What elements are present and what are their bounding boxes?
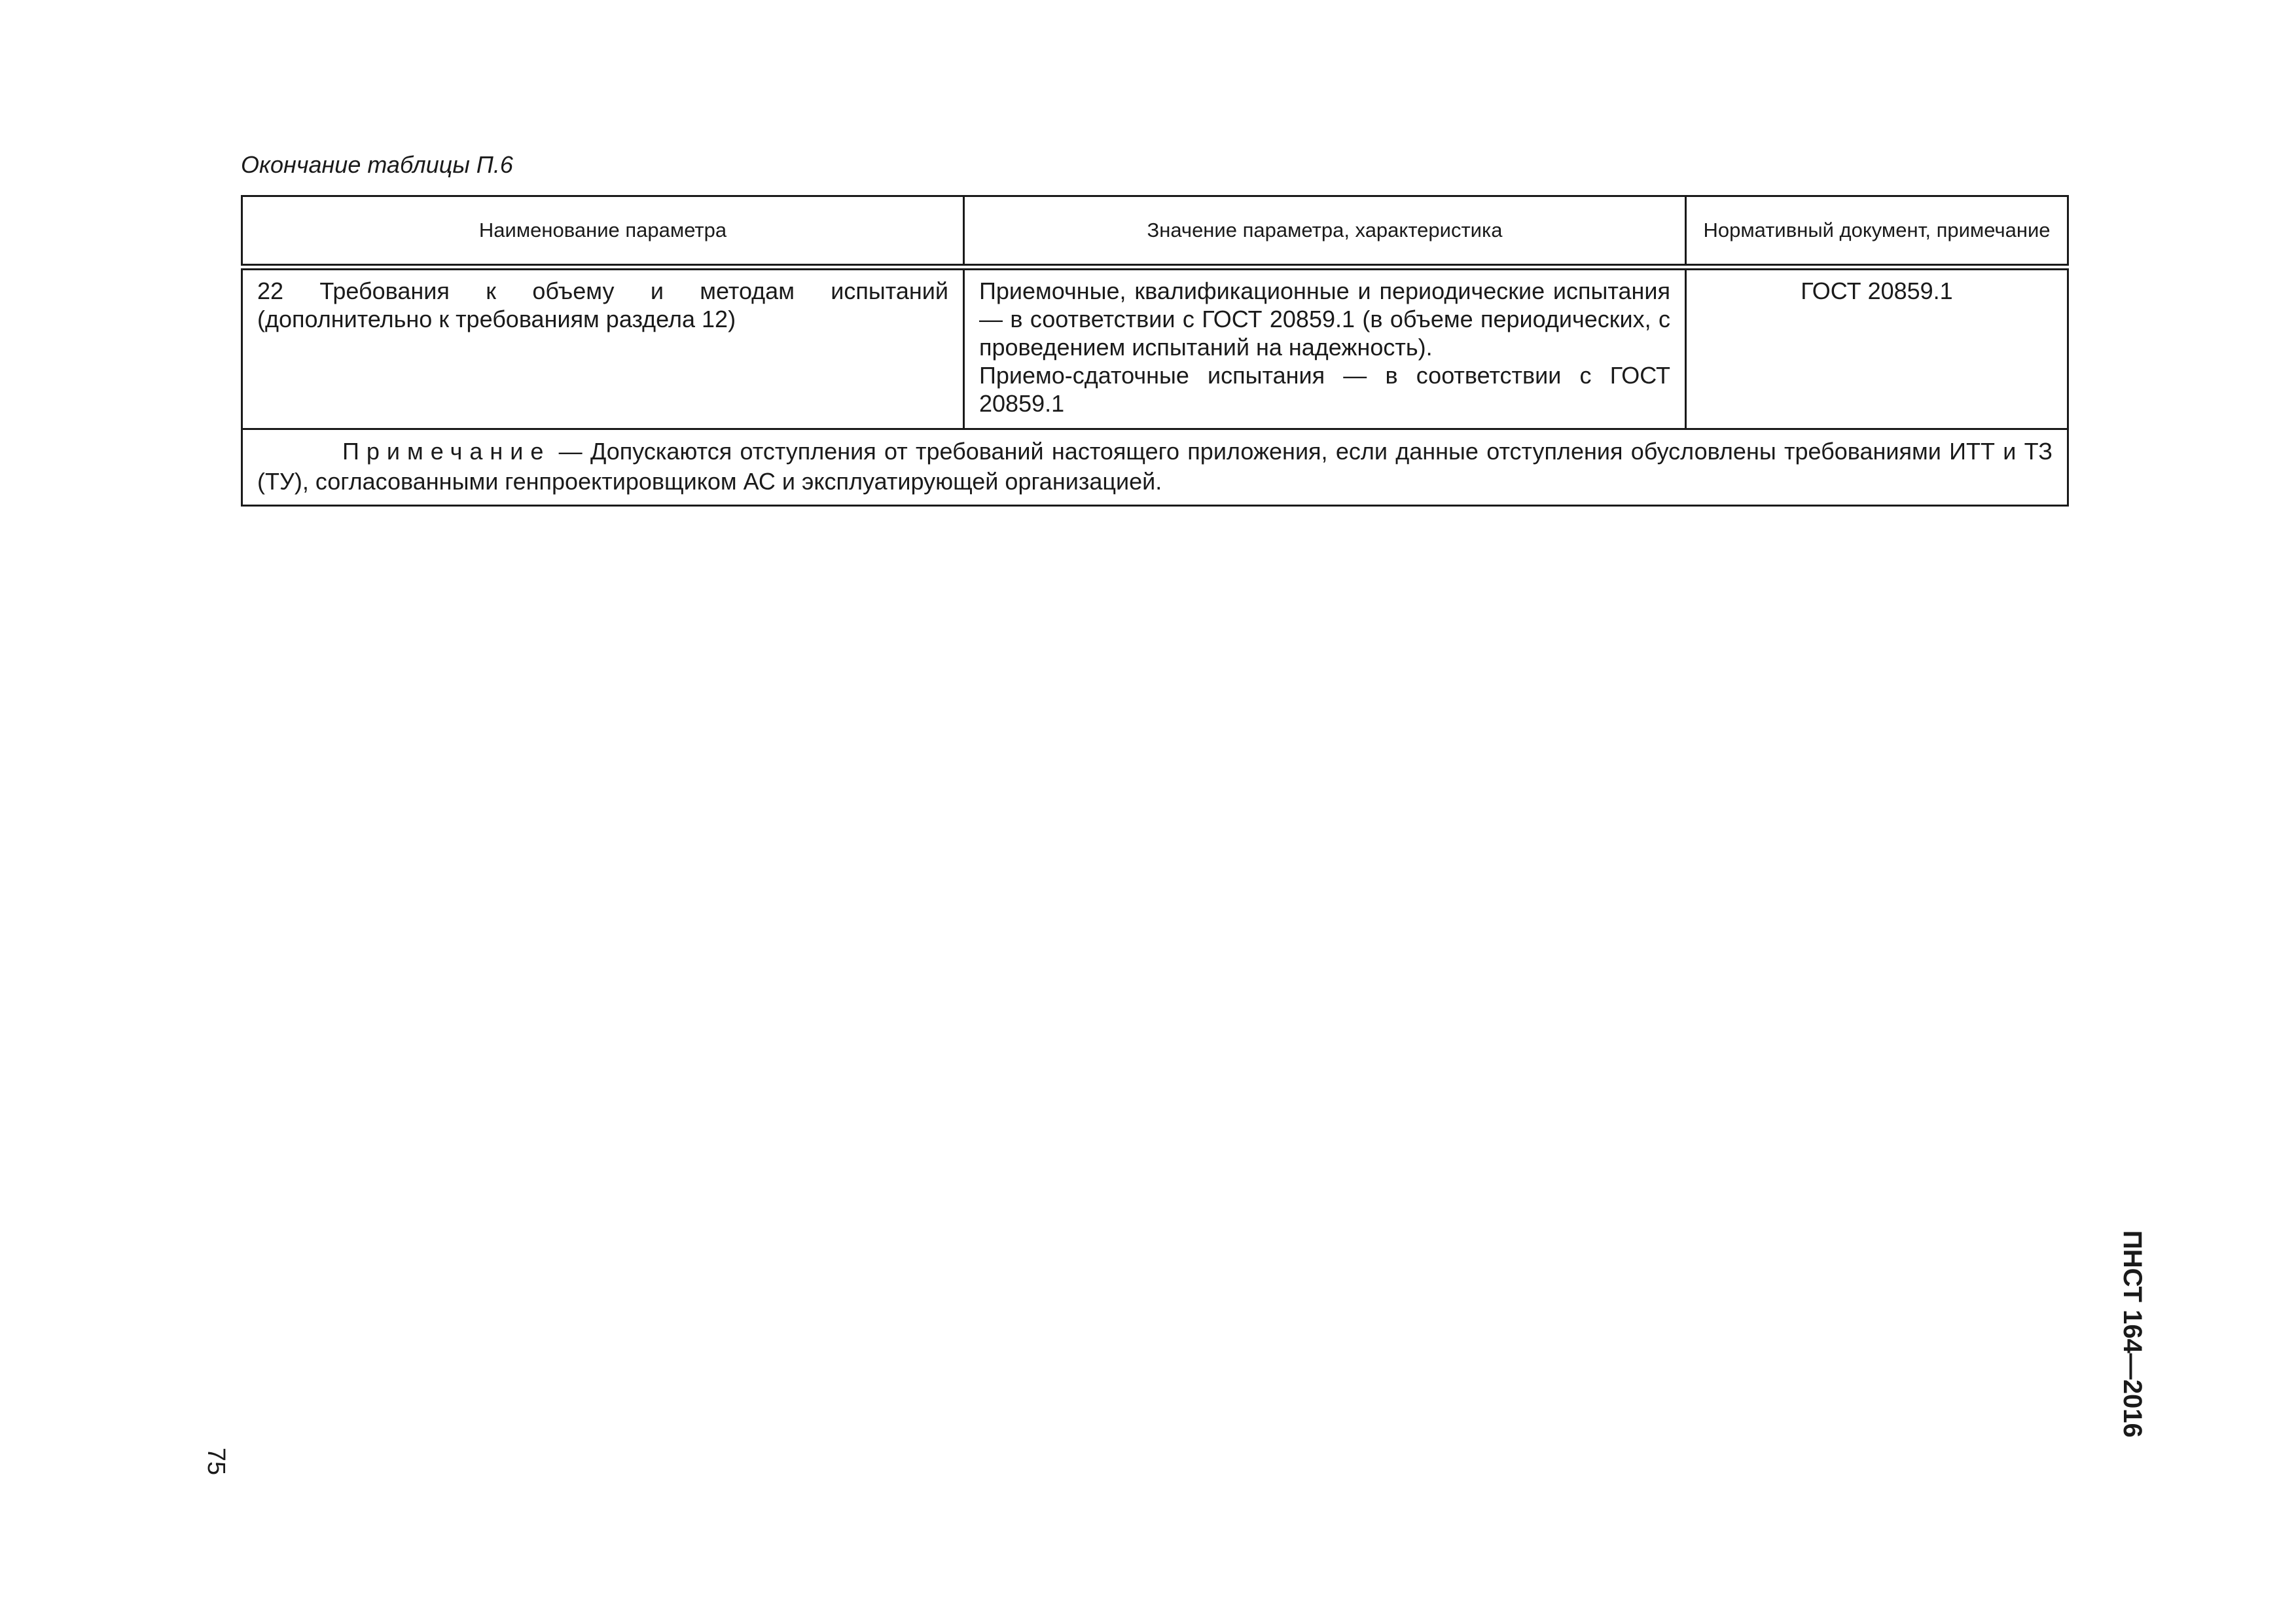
note-text-block bbox=[257, 437, 2053, 497]
note-cell bbox=[242, 429, 2068, 506]
header-normative-document: Нормативный документ, примечание bbox=[1686, 196, 2068, 267]
page-number: 75 bbox=[202, 1447, 230, 1476]
note-separator: — bbox=[550, 438, 590, 465]
table-caption: Окончание таблицы П.6 bbox=[241, 151, 513, 178]
table-header-row bbox=[242, 196, 2068, 267]
cell-parameter: 22 Требования к объему и методам испытаний (дополнительно к требованиям раздела 12) bbox=[242, 267, 964, 429]
table-row bbox=[242, 267, 2068, 429]
note-text: Допускаются отступления от требований настоящего приложения, если данные отступления обусловлены требованиями ИТТ и ТЗ (ТУ), согласованными генпроектировщиком АС и эксплуатирующей организацией. bbox=[257, 438, 2053, 495]
cell-value-paragraph: Приемочные, квалификационные и периодические испытания — в соответствии с ГОСТ 20859.1 (в объеме периодических, с проведением испытаний на надежность). bbox=[979, 277, 1670, 361]
cell-value bbox=[964, 267, 1686, 429]
cell-document: ГОСТ 20859.1 bbox=[1686, 267, 2068, 429]
table-note-row bbox=[242, 429, 2068, 506]
header-parameter-name: Наименование параметра bbox=[242, 196, 964, 267]
note-label: Примечание bbox=[342, 438, 551, 465]
cell-value-paragraph: Приемо-сдаточные испытания — в соответствии с ГОСТ 20859.1 bbox=[979, 361, 1670, 417]
header-parameter-value: Значение параметра, характеристика bbox=[964, 196, 1686, 267]
standard-designation: ПНСТ 164—2016 bbox=[2118, 1230, 2147, 1438]
parameters-table bbox=[241, 195, 2069, 507]
